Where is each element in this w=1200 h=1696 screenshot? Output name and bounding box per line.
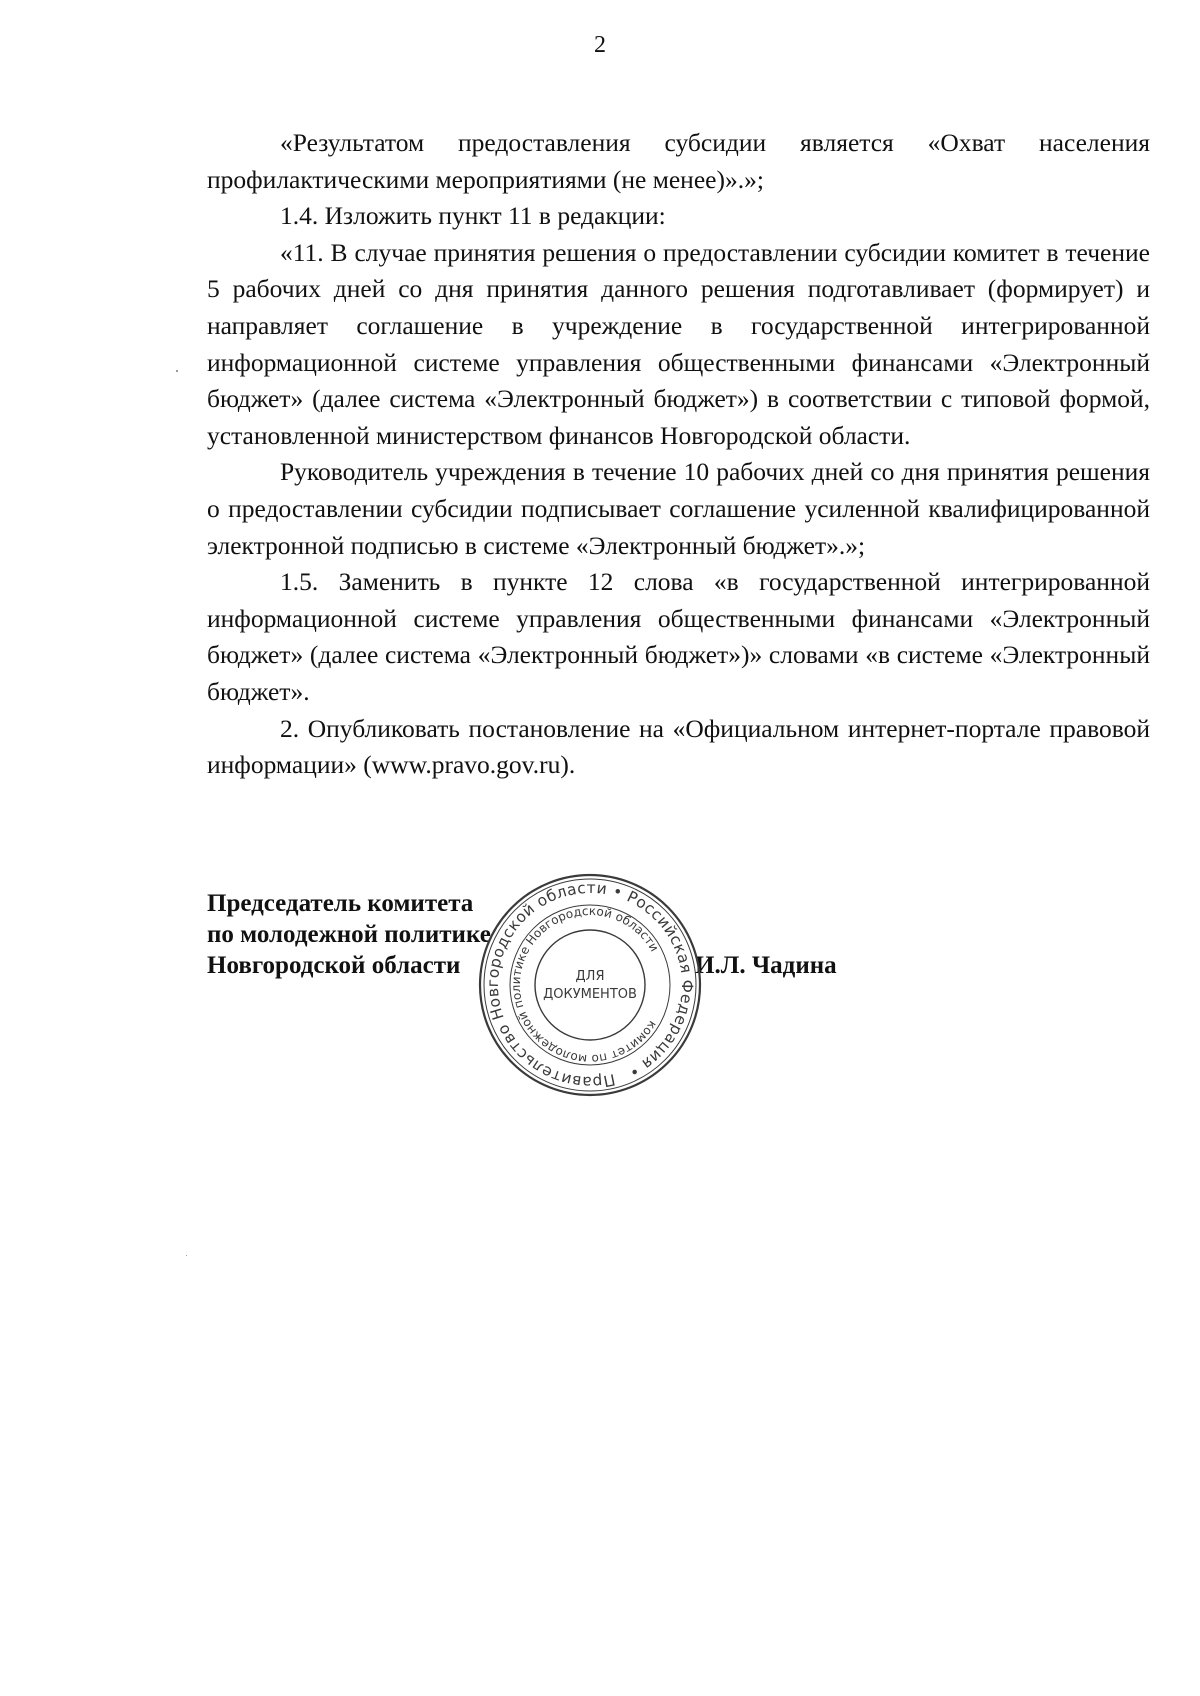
signer-title-line-2: по молодежной политике	[207, 921, 491, 948]
page-number: 2	[594, 32, 606, 58]
scan-speck	[176, 370, 178, 372]
paragraph-item-11: «11. В случае принятия решения о предоставлении субсидии комитет в течение 5 рабочих дней со дня принятия данного решения подготавливает (формирует) и направляет соглашение в учреждение в государственной интегрированной информационной системе управления общественными финансами «Электронный бюджет» (далее система «Электронный бюджет») в соответствии с типовой формой, установленной министерством финансов Новгородской области.	[207, 237, 1150, 450]
signer-name: И.Л. Чадина	[695, 952, 837, 979]
official-stamp	[475, 870, 705, 1100]
paragraph-head-of-institution: Руководитель учреждения в течение 10 рабочих дней со дня принятия решения о предоставлении субсидии подписывает соглашение усиленной квалифицированной электронной подписью в системе «Электронный бюджет».»;	[207, 457, 1150, 560]
signer-title-line-3: Новгородской области	[207, 952, 461, 979]
paragraph-item-2-publish: 2. Опубликовать постановление на «Официальном интернет-портале правовой информации» (www.pravo.gov.ru).	[207, 713, 1150, 780]
paragraph-item-1-5: 1.5. Заменить в пункте 12 слова «в государственной интегрированной информационной системе управления общественными финансами «Электронный бюджет» (далее система «Электронный бюджет»)» словами «в системе «Электронный бюджет».	[207, 567, 1150, 706]
document-body	[207, 125, 1150, 784]
signer-title-line-1: Председатель комитета	[207, 890, 474, 917]
scan-speck	[186, 1255, 187, 1256]
stamp-center-line-2: ДОКУМЕНТОВ	[543, 987, 637, 1002]
paragraph-subsidy-result: «Результатом предоставления субсидии является «Охват населения профилактическими мероприятиями (не менее)».»;	[207, 128, 1150, 194]
paragraph-item-1-4: 1.4. Изложить пункт 11 в редакции:	[280, 201, 666, 231]
stamp-outer-text: Правительство Новгородской области • Российская Федерация •	[483, 878, 697, 1092]
stamp-center-line-1: ДЛЯ	[575, 969, 605, 984]
stamp-inner-text: комитет по молодежной политике Новгородской области	[508, 903, 662, 1067]
